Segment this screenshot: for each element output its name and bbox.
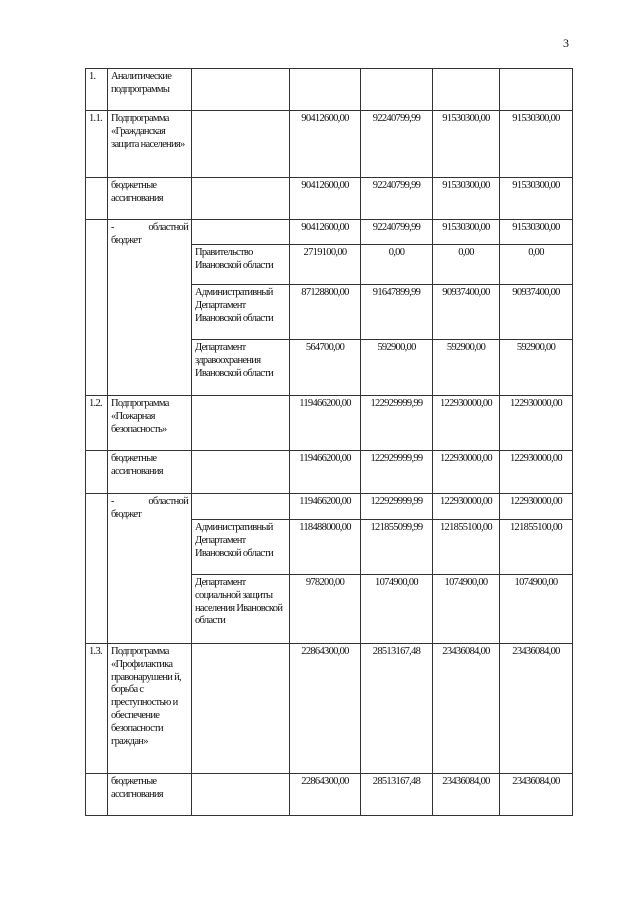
value-cell: 1074900,00 <box>361 575 433 644</box>
table-row <box>86 69 573 111</box>
value-cell: 92240799,99 <box>361 111 433 178</box>
value-cell: 92240799,99 <box>361 178 433 220</box>
table-row <box>86 111 573 178</box>
row-name <box>108 220 192 396</box>
value-cell: 592900,00 <box>433 340 500 396</box>
table-row <box>86 220 573 245</box>
row-number: 1. <box>86 69 108 111</box>
table-row <box>86 774 573 816</box>
row-name: Подпрограмма «Профилактика правонарушени й, борьба с преступностью и обеспечение безопасности граждан» <box>108 644 192 774</box>
value-cell: 1074900,00 <box>500 575 573 644</box>
row-name-word: областной <box>148 496 188 507</box>
value-cell: 22864300,00 <box>290 644 361 774</box>
value-cell <box>433 69 500 111</box>
row-dept <box>192 111 290 178</box>
value-cell: 2719100,00 <box>290 245 361 285</box>
value-cell: 22864300,00 <box>290 774 361 816</box>
row-name: Аналитические подпрограммы <box>108 69 192 111</box>
value-cell: 0,00 <box>433 245 500 285</box>
row-number <box>86 178 108 220</box>
value-cell: 121855100,00 <box>500 520 573 575</box>
value-cell: 23436084,00 <box>500 774 573 816</box>
value-cell: 91647899,99 <box>361 285 433 340</box>
row-dept <box>192 451 290 494</box>
row-dept <box>192 644 290 774</box>
row-name-word: областной <box>148 222 188 233</box>
value-cell: 592900,00 <box>361 340 433 396</box>
row-dept: Департамент здравоохранения Ивановской области <box>192 340 290 396</box>
value-cell: 23436084,00 <box>433 774 500 816</box>
value-cell <box>290 69 361 111</box>
value-cell: 122930000,00 <box>500 494 573 520</box>
table-row <box>86 451 573 494</box>
row-number <box>86 774 108 816</box>
table-row <box>86 644 573 774</box>
value-cell: 90412600,00 <box>290 178 361 220</box>
value-cell: 90412600,00 <box>290 220 361 245</box>
value-cell: 119466200,00 <box>290 494 361 520</box>
value-cell: 122930000,00 <box>433 494 500 520</box>
value-cell: 91530300,00 <box>500 220 573 245</box>
row-dept: Департамент социальной защиты населения Ивановской области <box>192 575 290 644</box>
value-cell: 90937400,00 <box>500 285 573 340</box>
value-cell: 1074900,00 <box>433 575 500 644</box>
value-cell: 122929999,99 <box>361 451 433 494</box>
row-name-dash: - <box>111 496 114 507</box>
row-number <box>86 220 108 396</box>
row-dept <box>192 69 290 111</box>
row-name: бюджетные ассигнования <box>108 774 192 816</box>
value-cell: 91530300,00 <box>433 178 500 220</box>
value-cell: 119466200,00 <box>290 451 361 494</box>
value-cell: 28513167,48 <box>361 644 433 774</box>
page-number: 3 <box>563 36 569 50</box>
value-cell: 90937400,00 <box>433 285 500 340</box>
table-row <box>86 494 573 520</box>
row-name: бюджетные ассигнования <box>108 451 192 494</box>
value-cell: 0,00 <box>361 245 433 285</box>
row-dept <box>192 396 290 451</box>
row-name-dash: - <box>111 222 114 233</box>
row-dept <box>192 494 290 520</box>
row-number: 1.1. <box>86 111 108 178</box>
value-cell: 122930000,00 <box>500 451 573 494</box>
budget-table <box>85 68 573 816</box>
table-row <box>86 178 573 220</box>
row-number <box>86 451 108 494</box>
value-cell: 23436084,00 <box>433 644 500 774</box>
value-cell: 91530300,00 <box>500 111 573 178</box>
value-cell: 122930000,00 <box>433 396 500 451</box>
value-cell: 91530300,00 <box>433 220 500 245</box>
value-cell: 90412600,00 <box>290 111 361 178</box>
row-dept <box>192 178 290 220</box>
value-cell: 121855099,99 <box>361 520 433 575</box>
row-name <box>108 494 192 644</box>
row-number <box>86 494 108 644</box>
value-cell <box>500 69 573 111</box>
row-name: Подпрограмма «Пожарная безопасность» <box>108 396 192 451</box>
row-name-cont: бюджет <box>111 508 142 520</box>
row-name-cont: бюджет <box>111 234 142 246</box>
value-cell: 92240799,99 <box>361 220 433 245</box>
value-cell: 118488000,00 <box>290 520 361 575</box>
row-dept: Административный Департамент Ивановской области <box>192 520 290 575</box>
value-cell: 122929999,99 <box>361 396 433 451</box>
value-cell: 978200,00 <box>290 575 361 644</box>
value-cell <box>361 69 433 111</box>
row-dept: Правительство Ивановской области <box>192 245 290 285</box>
row-dept <box>192 220 290 245</box>
value-cell: 0,00 <box>500 245 573 285</box>
row-dept: Административный Департамент Ивановской области <box>192 285 290 340</box>
value-cell: 121855100,00 <box>433 520 500 575</box>
value-cell: 122930000,00 <box>433 451 500 494</box>
value-cell: 91530300,00 <box>500 178 573 220</box>
value-cell: 564700,00 <box>290 340 361 396</box>
value-cell: 28513167,48 <box>361 774 433 816</box>
row-number: 1.3. <box>86 644 108 774</box>
row-name: бюджетные ассигнования <box>108 178 192 220</box>
value-cell: 122929999,99 <box>361 494 433 520</box>
value-cell: 91530300,00 <box>433 111 500 178</box>
value-cell: 122930000,00 <box>500 396 573 451</box>
value-cell: 119466200,00 <box>290 396 361 451</box>
value-cell: 592900,00 <box>500 340 573 396</box>
row-dept <box>192 774 290 816</box>
value-cell: 23436084,00 <box>500 644 573 774</box>
row-number: 1.2. <box>86 396 108 451</box>
row-name: Подпрограмма «Гражданская защита населения» <box>108 111 192 178</box>
table-row <box>86 396 573 451</box>
value-cell: 87128800,00 <box>290 285 361 340</box>
